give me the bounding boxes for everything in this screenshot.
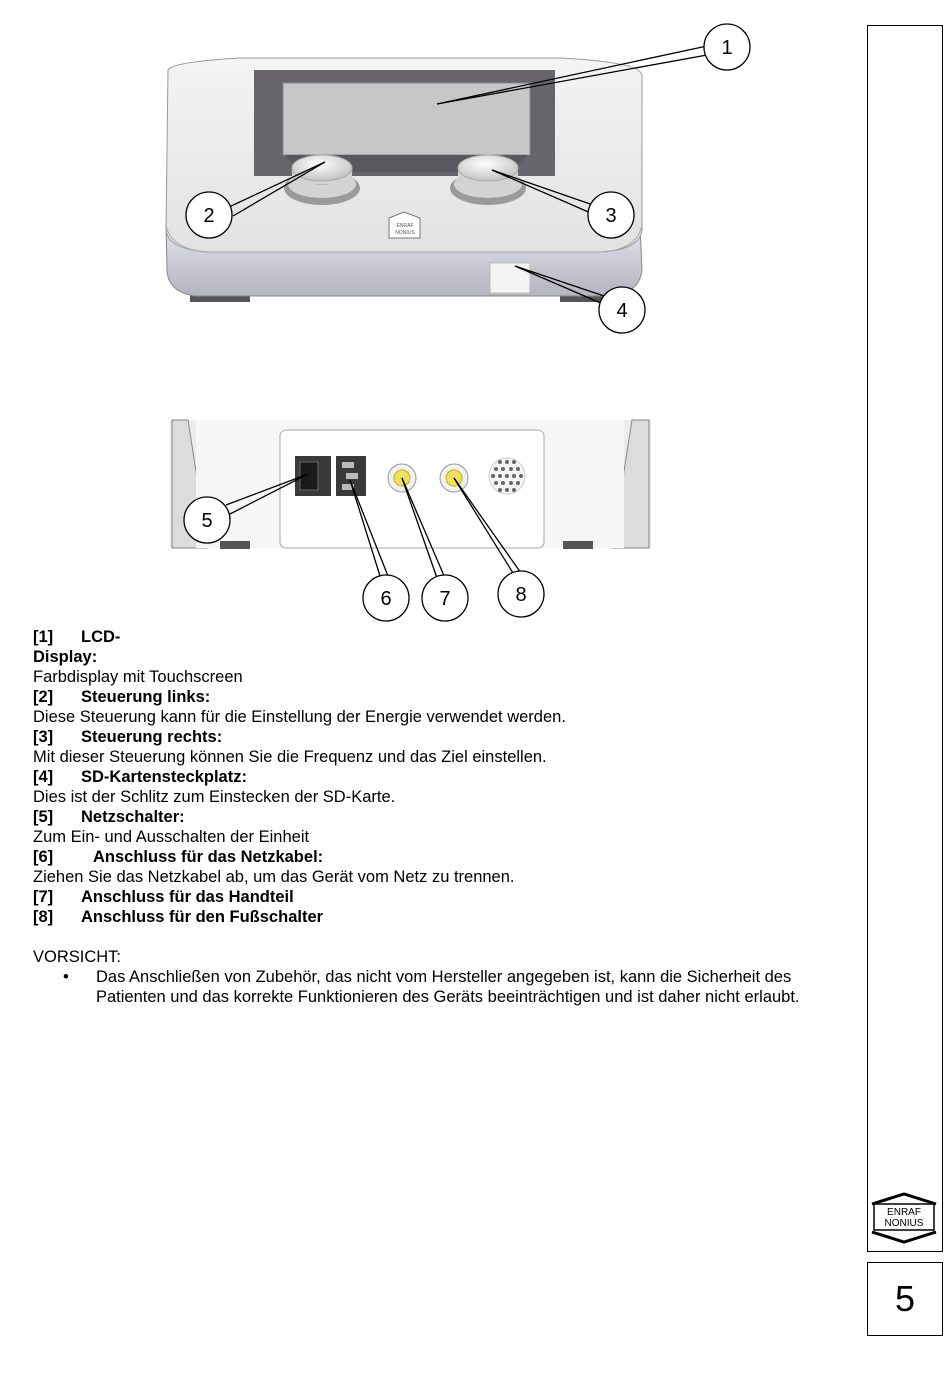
legend-item-1-title-cont: Display:: [33, 648, 98, 666]
svg-text:ENRAF: ENRAF: [396, 223, 414, 229]
callout-7: [422, 575, 468, 621]
svg-text:NONIUS: NONIUS: [884, 1218, 924, 1229]
callout-6: [363, 575, 409, 621]
legend-item-1: [1] LCD-: [33, 628, 121, 646]
legend-item-7: [7] Anschluss für das Handteil: [33, 888, 294, 906]
speaker-grille: [489, 458, 525, 494]
callout-1: [704, 24, 750, 70]
svg-text:1: 1: [721, 37, 733, 59]
power-switch: [295, 456, 331, 496]
front-view: [166, 58, 642, 302]
callout-5: [184, 497, 230, 543]
callout-2: [186, 192, 232, 238]
page-number: 5: [867, 1262, 943, 1336]
bullet: •: [63, 968, 69, 986]
legend-item-2: [2] Steuerung links:: [33, 688, 211, 706]
svg-text:4: 4: [616, 300, 628, 322]
caution-list: [33, 967, 853, 1007]
svg-text:3: 3: [605, 205, 617, 227]
power-inlet: [336, 456, 366, 496]
callout-8: [498, 571, 544, 617]
device-figures: [0, 0, 860, 625]
legend-item-5: [5] Netzschalter:: [33, 808, 185, 826]
svg-text:ENRAF: ENRAF: [887, 1207, 921, 1218]
caution-label: VORSICHT:: [33, 948, 122, 966]
svg-text:2: 2: [203, 205, 215, 227]
legend-item-6-desc: Ziehen Sie das Netzkabel ab, um das Gerät vom Netz zu trennen.: [33, 868, 515, 886]
svg-text:NONIUS: NONIUS: [395, 230, 415, 236]
sidebar-frame: [867, 25, 943, 1252]
svg-text:5: 5: [201, 510, 213, 532]
legend: [33, 627, 853, 1007]
svg-text:6: 6: [380, 588, 392, 610]
caution-item: • Das Anschließen von Zubehör, das nicht vom Hersteller angegeben ist, kann die Sicherheit des Patienten und das korrekte Funktionieren des Geräts beeinträchtigen und ist daher nicht erlaubt.: [63, 968, 800, 1006]
legend-item-2-desc: Diese Steuerung kann für die Einstellung der Energie verwendet werden.: [33, 708, 566, 726]
device-logo: [389, 212, 420, 238]
callout-4: [599, 287, 645, 333]
legend-item-3: [3] Steuerung rechts:: [33, 728, 223, 746]
rear-view: [170, 420, 651, 549]
spacer: [33, 927, 853, 947]
legend-item-4: [4] SD-Kartensteckplatz:: [33, 768, 247, 786]
legend-item-4-desc: Dies ist der Schlitz zum Einstecken der SD-Karte.: [33, 788, 396, 806]
svg-text:8: 8: [515, 584, 527, 606]
legend-item-1-desc: Farbdisplay mit Touchscreen: [33, 668, 243, 686]
legend-item-3-desc: Mit dieser Steuerung können Sie die Frequenz und das Ziel einstellen.: [33, 748, 547, 766]
enraf-nonius-logo: [868, 1190, 940, 1248]
legend-item-8: [8] Anschluss für den Fußschalter: [33, 908, 324, 926]
callout-3: [588, 192, 634, 238]
legend-item-5-desc: Zum Ein- und Ausschalten der Einheit: [33, 828, 310, 846]
svg-text:7: 7: [439, 588, 451, 610]
legend-item-6: [6] Anschluss für das Netzkabel:: [33, 848, 324, 866]
sd-card-slot: [490, 263, 530, 293]
